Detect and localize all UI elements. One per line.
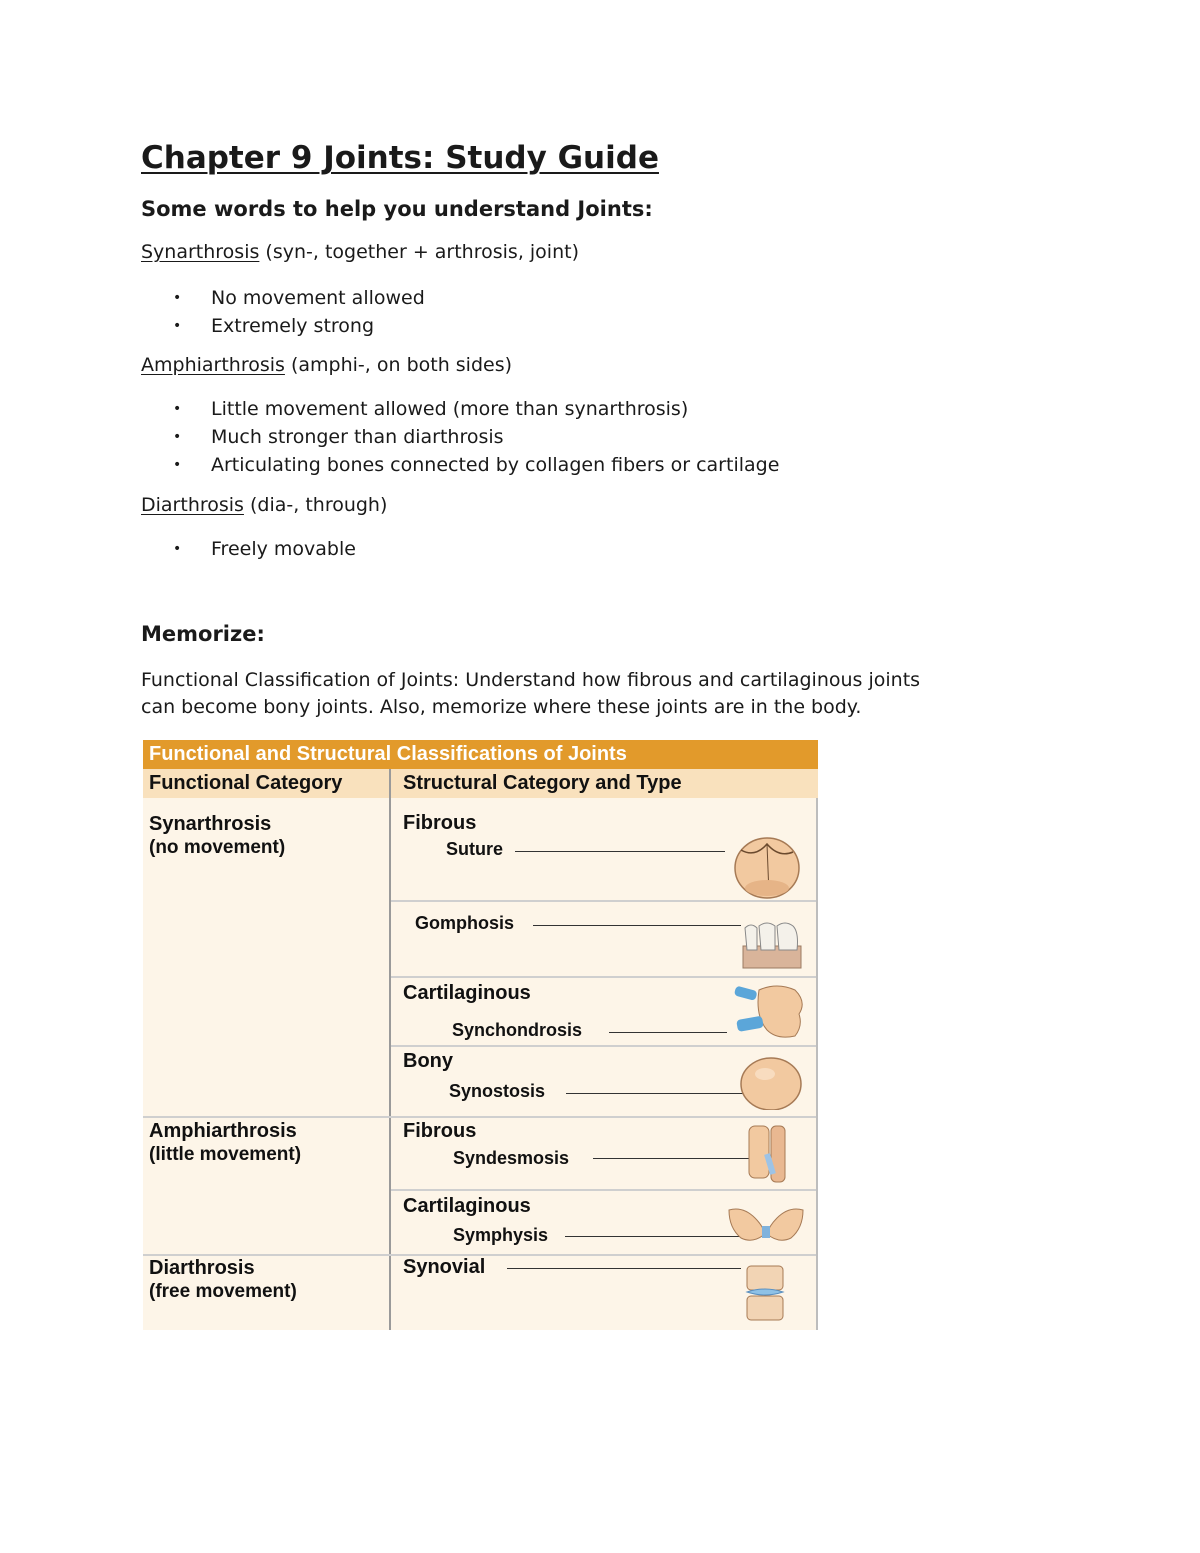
leader-line	[593, 1158, 763, 1159]
column-divider	[389, 769, 391, 1330]
structural-bony: Bony	[403, 1050, 453, 1072]
functional-desc: (little movement)	[149, 1144, 302, 1165]
bullet-text: No movement allowed	[211, 287, 425, 309]
functional-synarthrosis	[149, 812, 285, 860]
figure-header-row	[143, 769, 818, 798]
bullet-icon: •	[173, 401, 182, 417]
term-name: Diarthrosis	[141, 494, 244, 516]
skull-suture-illustration	[725, 830, 805, 900]
tibia-fibula-syndesmosis-illustration	[741, 1124, 793, 1186]
bullet-icon: •	[173, 290, 182, 306]
bullet-text: Freely movable	[211, 538, 356, 560]
term-etymology: (dia-, through)	[243, 494, 388, 516]
term-name: Amphiarthrosis	[141, 354, 285, 376]
functional-name: Diarthrosis	[149, 1257, 255, 1279]
paragraph-line: can become bony joints. Also, memorize where these joints are in the body.	[141, 696, 862, 718]
rib-synchondrosis-illustration	[733, 980, 809, 1042]
memorize-paragraph	[141, 667, 920, 721]
bullet-text: Little movement allowed (more than synarthrosis)	[211, 398, 689, 420]
structural-cartilaginous: Cartilaginous	[403, 1195, 531, 1217]
bullet-text: Much stronger than diarthrosis	[211, 426, 504, 448]
structural-synovial: Synovial	[403, 1256, 486, 1278]
diarthrosis-bullets	[141, 535, 356, 563]
memorize-heading: Memorize:	[141, 622, 265, 646]
list-item	[141, 284, 425, 312]
list-item	[141, 395, 779, 423]
structural-cartilaginous: Cartilaginous	[403, 982, 531, 1004]
header-functional-category: Functional Category	[149, 772, 343, 794]
term-amphiarthrosis	[141, 354, 512, 376]
page-title: Chapter 9 Joints: Study Guide	[141, 140, 659, 176]
functional-diarthrosis	[149, 1256, 297, 1304]
row-divider	[143, 1116, 816, 1118]
structural-fibrous: Fibrous	[403, 812, 477, 834]
term-name: Synarthrosis	[141, 241, 260, 263]
term-etymology: (amphi-, on both sides)	[284, 354, 513, 376]
list-item	[141, 451, 779, 479]
type-synchondrosis: Synchondrosis	[452, 1020, 583, 1040]
term-diarthrosis	[141, 494, 387, 516]
skull-synostosis-illustration	[739, 1054, 803, 1110]
functional-desc: (no movement)	[149, 837, 286, 858]
pelvis-symphysis-illustration	[725, 1204, 807, 1248]
functional-amphiarthrosis	[149, 1119, 301, 1167]
leader-line	[609, 1032, 727, 1033]
bullet-text: Extremely strong	[211, 315, 375, 337]
header-structural-category: Structural Category and Type	[403, 772, 682, 794]
synarthrosis-bullets	[141, 284, 425, 340]
list-item	[141, 535, 356, 563]
functional-desc: (free movement)	[149, 1281, 297, 1302]
leader-line	[507, 1268, 741, 1269]
functional-name: Synarthrosis	[149, 813, 272, 835]
type-gomphosis: Gomphosis	[415, 913, 515, 933]
type-symphysis: Symphysis	[453, 1225, 549, 1245]
bullet-icon: •	[173, 429, 182, 445]
row-divider	[391, 900, 816, 902]
bullet-icon: •	[173, 318, 182, 334]
list-item	[141, 423, 779, 451]
figure-title: Functional and Structural Classifications of Joints	[143, 740, 818, 769]
row-divider	[391, 1045, 816, 1047]
type-syndesmosis: Syndesmosis	[453, 1148, 570, 1168]
bullet-icon: •	[173, 541, 182, 557]
structural-fibrous: Fibrous	[403, 1120, 477, 1142]
knee-synovial-illustration	[741, 1264, 789, 1322]
functional-name: Amphiarthrosis	[149, 1120, 297, 1142]
type-synostosis: Synostosis	[449, 1081, 546, 1101]
intro-heading: Some words to help you understand Joints:	[141, 197, 653, 221]
teeth-gomphosis-illustration	[741, 920, 803, 970]
paragraph-line: Functional Classification of Joints: Understand how fibrous and cartilaginous joints	[141, 669, 921, 691]
row-divider	[391, 976, 816, 978]
leader-line	[566, 1093, 766, 1094]
term-synarthrosis	[141, 241, 579, 263]
row-divider	[391, 1189, 816, 1191]
term-etymology: (syn-, together + arthrosis, joint)	[259, 241, 579, 263]
type-suture: Suture	[446, 839, 504, 859]
bullet-icon: •	[173, 457, 182, 473]
list-item	[141, 312, 425, 340]
bullet-text: Articulating bones connected by collagen fibers or cartilage	[211, 454, 780, 476]
amphiarthrosis-bullets	[141, 395, 779, 479]
joint-classification-figure	[143, 740, 818, 1330]
figure-border	[816, 798, 818, 1330]
leader-line	[515, 851, 725, 852]
leader-line	[533, 925, 741, 926]
